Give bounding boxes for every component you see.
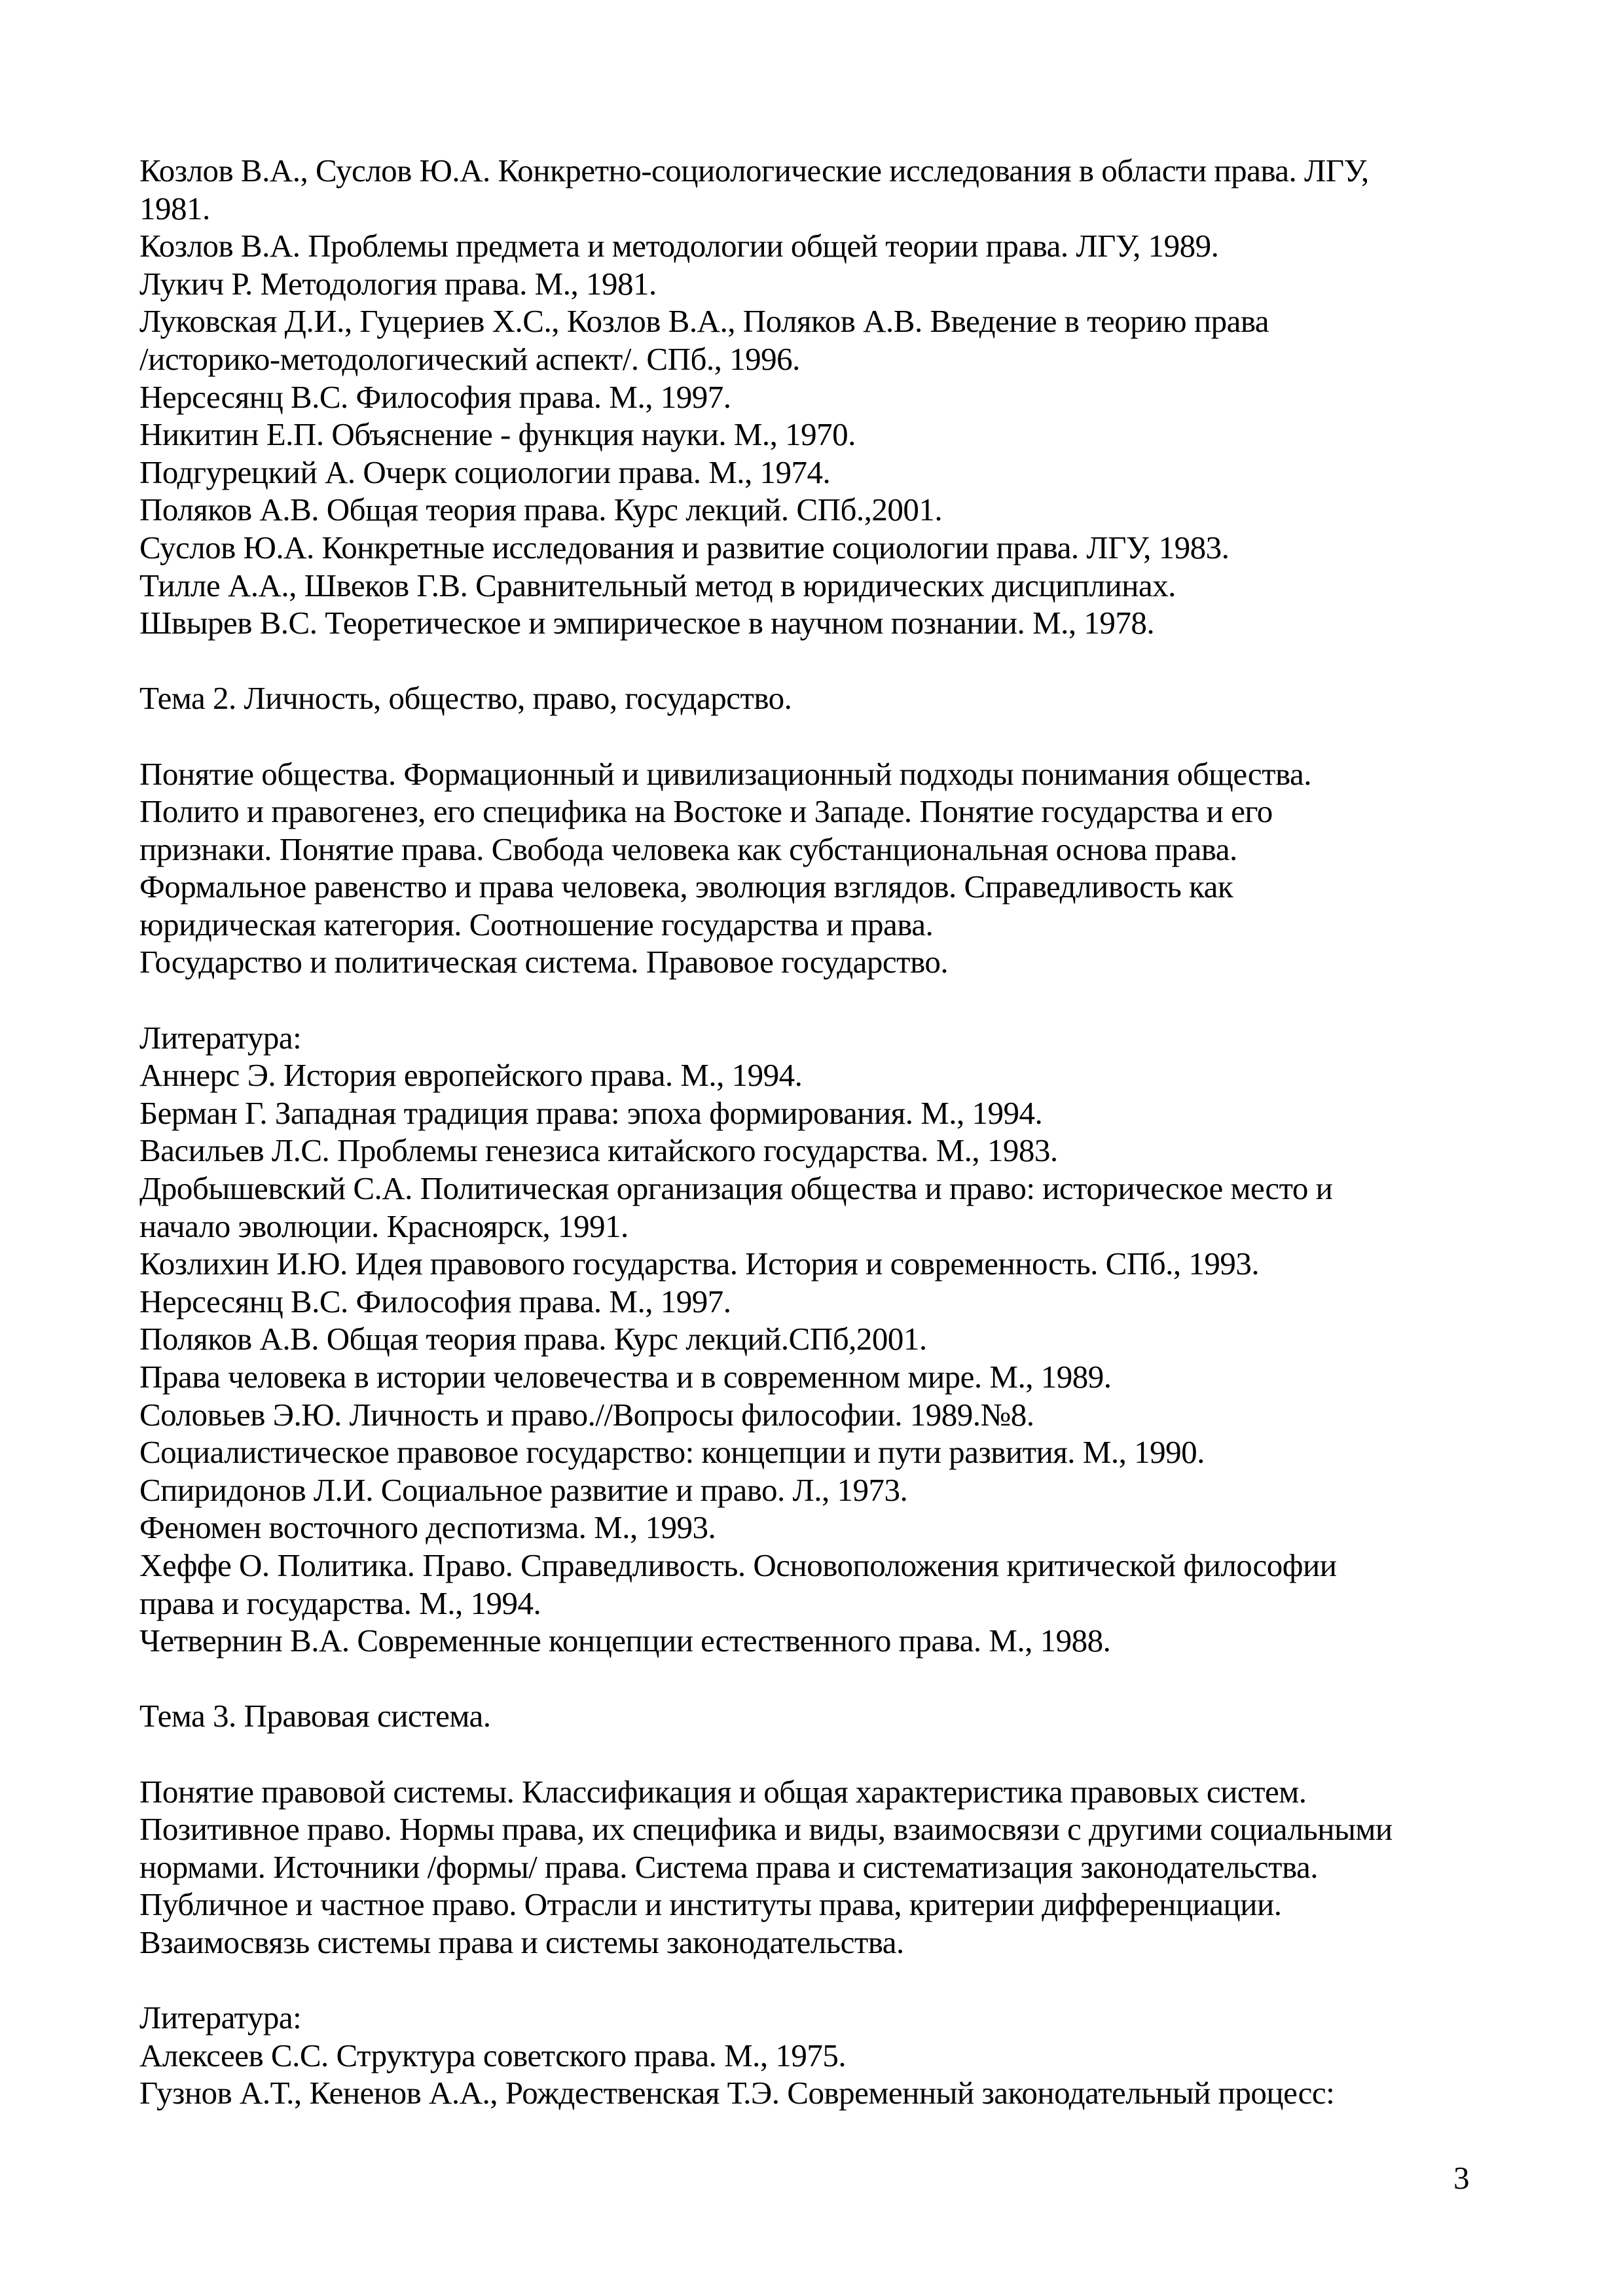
literature-label: Литература:: [139, 1019, 302, 1056]
blank-line: [139, 1660, 1623, 1698]
bibliography-line: Никитин Е.П. Объяснение - функция науки. М., 1970.: [139, 416, 856, 453]
bibliography-line: Нерсесянц В.С. Философия права. М., 1997.: [139, 378, 731, 415]
bibliography-line: Тилле А.А., Швеков Г.В. Сравнительный метод в юридических дисциплинах.: [139, 567, 1176, 603]
theme-3-paragraph-line: Публичное и частное право. Отрасли и институты права, критерии дифференциации.: [139, 1886, 1282, 1923]
blank-line: [139, 642, 1623, 680]
bibliography-line: 1981.: [139, 190, 210, 226]
literature-line: Козлихин И.Ю. Идея правового государства. История и современность. СПб., 1993.: [139, 1246, 1260, 1282]
literature-line: Алексеев С.С. Структура советского права. М., 1975.: [139, 2037, 847, 2073]
bibliography-line: Козлов В.А. Проблемы предмета и методологии общей теории права. ЛГУ, 1989.: [139, 228, 1219, 264]
theme-2-paragraph-line: Понятие общества. Формационный и цивилизационный подходы понимания общества.: [139, 755, 1312, 792]
bibliography-line: Подгурецкий А. Очерк социологии права. М., 1974.: [139, 454, 831, 490]
literature-line: Спиридонов Л.И. Социальное развитие и право. Л., 1973.: [139, 1471, 908, 1508]
literature-line: Феномен восточного деспотизма. М., 1993.: [139, 1509, 716, 1546]
theme-3-heading: Тема 3. Правовая система.: [139, 1698, 491, 1734]
bibliography-line: Козлов В.А., Суслов Ю.А. Конкретно-социологические исследования в области права. ЛГУ,: [139, 152, 1369, 188]
theme-2-paragraph-line: Формальное равенство и права человека, эволюция взглядов. Справедливость как: [139, 869, 1233, 905]
blank-line: [139, 1962, 1623, 2000]
literature-line: Хеффе О. Политика. Право. Справедливость. Основоположения критической философии: [139, 1547, 1337, 1583]
theme-3-paragraph-line: нормами. Источники /формы/ права. Система права и систематизация законодательства.: [139, 1848, 1318, 1885]
literature-line: Соловьев Э.Ю. Личность и право.//Вопросы философии. 1989.№8.: [139, 1396, 1034, 1433]
literature-line: Берман Г. Западная традиция права: эпоха формирования. М., 1994.: [139, 1094, 1043, 1131]
theme-3-paragraph-line: Позитивное право. Нормы права, их специфика и виды, взаимосвязи с другими социальными: [139, 1811, 1393, 1848]
literature-line: Васильев Л.С. Проблемы генезиса китайского государства. М., 1983.: [139, 1132, 1058, 1169]
bibliography-line: Суслов Ю.А. Конкретные исследования и развитие социологии права. ЛГУ, 1983.: [139, 529, 1230, 565]
literature-line: Гузнов А.Т., Кененов А.А., Рождественская Т.Э. Современный законодательный процесс:: [139, 2075, 1335, 2111]
bibliography-line: Швырев В.С. Теоретическое и эмпирическое в научном познании. М., 1978.: [139, 605, 1155, 641]
blank-line: [139, 717, 1623, 755]
literature-line: Аннерс Э. История европейского права. М., 1994.: [139, 1057, 803, 1094]
theme-2-paragraph-line: признаки. Понятие права. Свобода человека как субстанциональная основа права.: [139, 831, 1237, 867]
page-number: 3: [1453, 2160, 1470, 2196]
theme-3-paragraph-line: Взаимосвязь системы права и системы законодательства.: [139, 1924, 904, 1960]
theme-2-paragraph-line: Полито и правогенез, его специфика на Востоке и Западе. Понятие государства и его: [139, 793, 1273, 830]
literature-line: начало эволюции. Красноярск, 1991.: [139, 1208, 629, 1244]
bibliography-line: /историко-методологический аспект/. СПб., 1996.: [139, 340, 800, 377]
literature-line: Четвернин В.А. Современные концепции естественного права. М., 1988.: [139, 1623, 1111, 1659]
blank-line: [139, 981, 1623, 1019]
literature-line: Социалистическое правовое государство: концепции и пути развития. М., 1990.: [139, 1434, 1205, 1471]
bibliography-line: Лукич Р. Методология права. М., 1981.: [139, 265, 657, 302]
literature-line: Дробышевский С.А. Политическая организация общества и право: историческое место и: [139, 1170, 1333, 1207]
literature-line: права и государства. М., 1994.: [139, 1585, 541, 1621]
theme-3-paragraph-line: Понятие правовой системы. Классификация и общая характеристика правовых систем.: [139, 1773, 1307, 1810]
bibliography-line: Луковская Д.И., Гуцериев Х.С., Козлов В.А., Поляков А.В. Введение в теорию права: [139, 303, 1269, 340]
theme-2-paragraph-line: юридическая категория. Соотношение государства и права.: [139, 906, 934, 942]
literature-line: Нерсесянц В.С. Философия права. М., 1997.: [139, 1283, 731, 1319]
literature-label: Литература:: [139, 2000, 302, 2036]
blank-line: [139, 1735, 1623, 1773]
literature-line: Поляков А.В. Общая теория права. Курс лекций.СПб,2001.: [139, 1321, 927, 1357]
bibliography-line: Поляков А.В. Общая теория права. Курс лекций. СПб.,2001.: [139, 492, 943, 528]
literature-line: Права человека в истории человечества и в современном мире. М., 1989.: [139, 1359, 1112, 1395]
theme-2-paragraph-line: Государство и политическая система. Правовое государство.: [139, 944, 949, 980]
page-content: [139, 152, 1623, 2112]
theme-2-heading: Тема 2. Личность, общество, право, государство.: [139, 680, 792, 717]
